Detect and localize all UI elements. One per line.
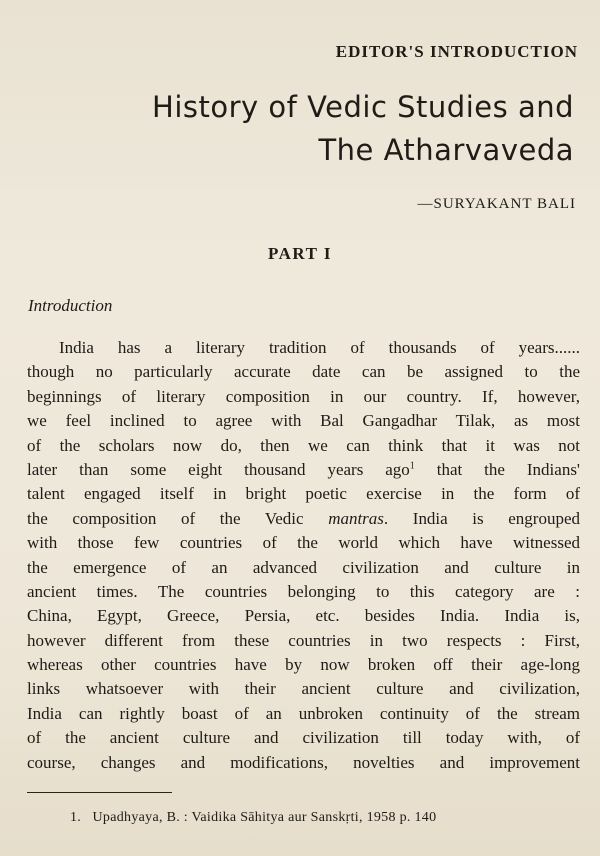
italic-term: mantras	[328, 508, 384, 528]
body-line: India can rightly boast of an unbroken continuity of the stream	[27, 703, 580, 723]
footnote-marker: 1	[409, 460, 415, 472]
footnote-number: 1.	[70, 810, 82, 825]
body-line: of the ancient culture and civilization till today with, of	[27, 728, 580, 748]
chapter-title-line-2: The Atharvaveda	[318, 133, 574, 167]
body-line: the emergence of an advanced civilization and culture in	[27, 557, 580, 577]
section-heading: Introduction	[28, 296, 113, 315]
body-line: however different from these countries in two respects : First,	[27, 630, 580, 650]
footnote-text: Upadhyaya, B. : Vaidika Sāhitya aur Sanskṛti, 1958 p. 140	[92, 810, 437, 825]
body-line: India has a literary tradition of thousands of years......	[59, 338, 580, 357]
body-line: China, Egypt, Greece, Persia, etc. besides India. India is,	[27, 606, 580, 626]
author-byline: —SURYAKANT BALI	[417, 196, 576, 212]
body-text	[27, 336, 580, 775]
body-line: we feel inclined to agree with Bal Gangadhar Tilak, as most	[27, 411, 580, 431]
body-line: of the scholars now do, then we can think that it was not	[27, 435, 580, 455]
body-line: with those few countries of the world which have witnessed	[27, 533, 580, 553]
chapter-title	[152, 86, 574, 172]
body-line: though no particularly accurate date can be assigned to the	[27, 362, 580, 382]
body-line: the composition of the Vedic mantras. India is engrouped	[27, 508, 581, 528]
body-line: beginnings of literary composition in our country. If, however,	[27, 386, 580, 406]
part-heading: PART I	[268, 244, 332, 263]
body-line: whereas other countries have by now broken off their age-long	[27, 655, 580, 675]
footnote	[70, 810, 436, 826]
body-line: talent engaged itself in bright poetic exercise in the form of	[27, 484, 580, 504]
chapter-title-line-1: History of Vedic Studies and	[152, 90, 574, 124]
body-line: later than some eight thousand years ago$^1$ that the Indians'	[27, 459, 580, 479]
footnote-divider	[27, 792, 172, 793]
chapter-header-label: EDITOR'S INTRODUCTION	[335, 42, 578, 61]
body-line: links whatsoever with their ancient culture and civilization,	[27, 679, 580, 699]
body-line: course, changes and modifications, novelties and improvement	[27, 752, 580, 772]
body-line: ancient times. The countries belonging to this category are :	[27, 581, 580, 601]
